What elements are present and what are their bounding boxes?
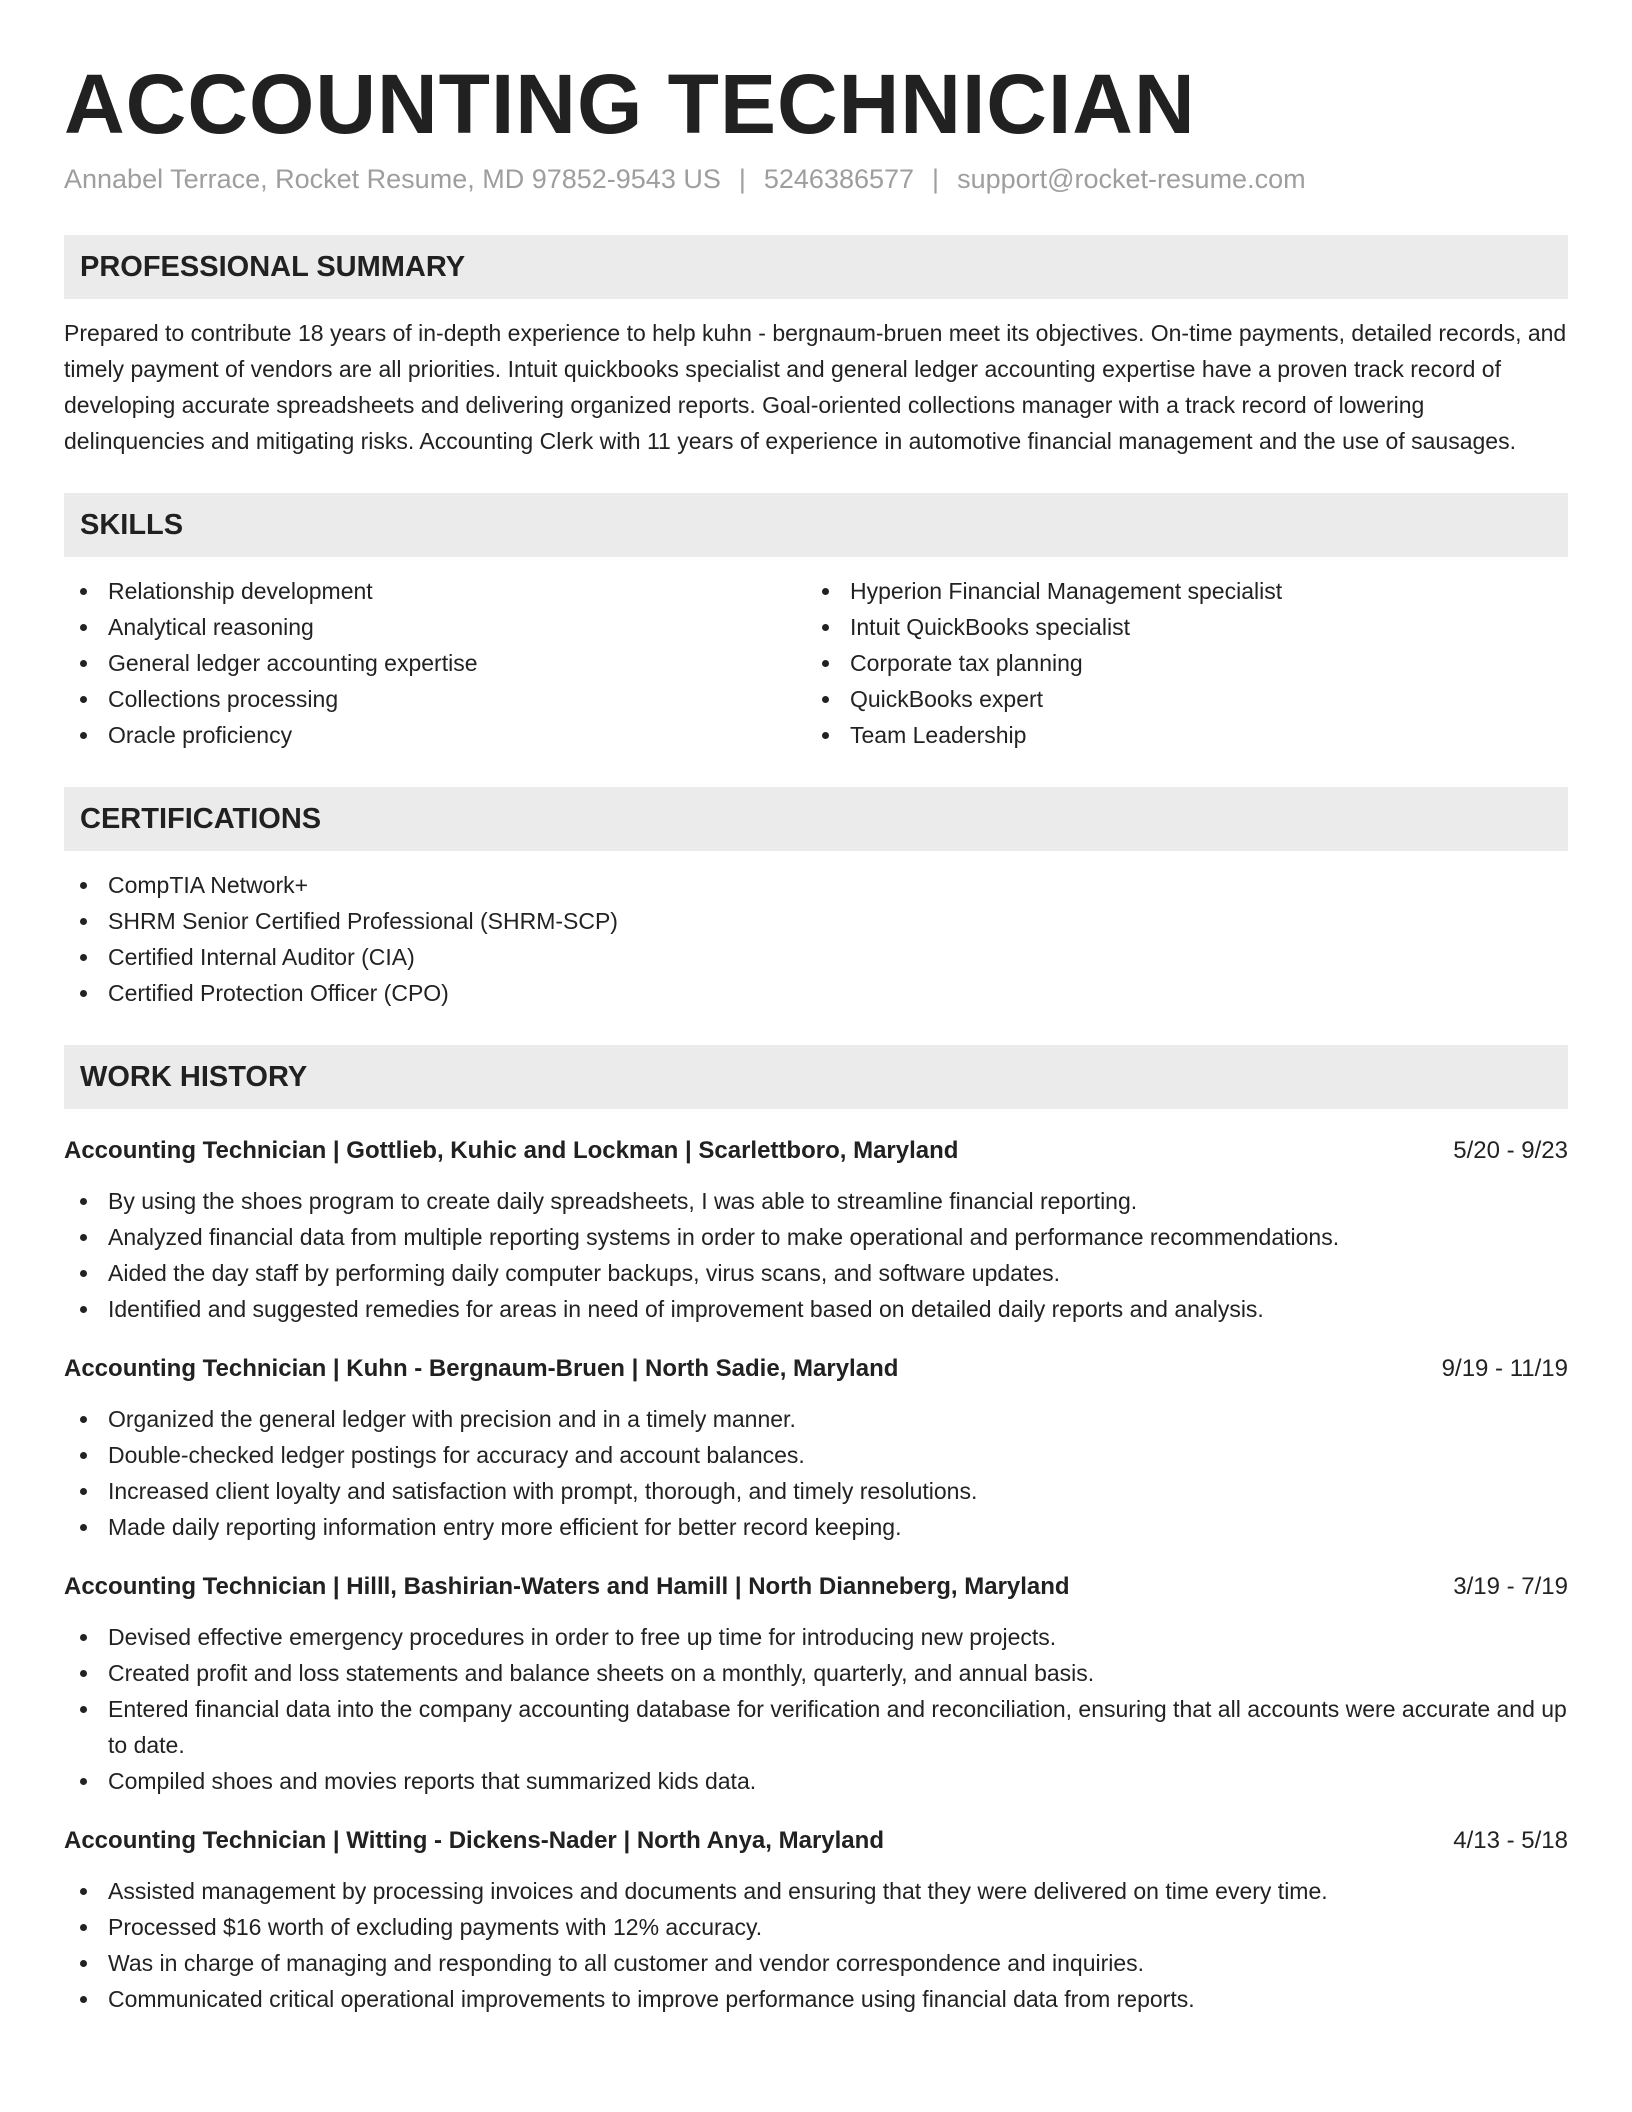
contact-address: Annabel Terrace, Rocket Resume, MD 97852-9543 US xyxy=(64,164,721,195)
certification-item: CompTIA Network+ xyxy=(64,867,1568,903)
summary-text: Prepared to contribute 18 years of in-depth experience to help kuhn - bergnaum-bruen meet its objectives. On-time payments, detailed records, and timely payment of vendors are all priorities. Intuit quickbooks specialist and general ledger accounting expertise have a proven track record of developing accurate spreadsheets and delivering organized reports. Goal-oriented collections manager with a track record of lowering delinquencies and mitigating risks. Accounting Clerk with 11 years of experience in automotive financial management and the use of sausages. xyxy=(64,320,1567,455)
job-dates: 5/20 - 9/23 xyxy=(1453,1137,1568,1165)
summary-section xyxy=(64,235,1568,459)
job-bullet: Entered financial data into the company accounting database for verification and reconciliation, ensuring that all accounts were accurate and up to date. xyxy=(64,1691,1568,1763)
certifications-section xyxy=(64,787,1568,1011)
skills-list-left xyxy=(64,573,806,753)
skills-grid xyxy=(64,573,1568,753)
work-history-section xyxy=(64,1045,1568,2017)
job-dates: 3/19 - 7/19 xyxy=(1453,1573,1568,1601)
skill-item: Intuit QuickBooks specialist xyxy=(806,609,1548,645)
job-title: Accounting Technician | Witting - Dickens-Nader | North Anya, Maryland xyxy=(64,1827,884,1855)
resume-title: ACCOUNTING TECHNICIAN xyxy=(64,57,1196,151)
certification-item: Certified Protection Officer (CPO) xyxy=(64,975,1568,1011)
job-header xyxy=(64,1133,1568,1169)
job-bullet: Assisted management by processing invoices and documents and ensuring that they were delivered on time every time. xyxy=(64,1873,1568,1909)
job-entry xyxy=(64,1133,1568,1327)
job-bullet: Aided the day staff by performing daily computer backups, virus scans, and software updates. xyxy=(64,1255,1568,1291)
job-bullet: Made daily reporting information entry more efficient for better record keeping. xyxy=(64,1509,1568,1545)
job-bullets xyxy=(64,1873,1568,2017)
skill-item: Hyperion Financial Management specialist xyxy=(806,573,1548,609)
job-bullets xyxy=(64,1619,1568,1799)
skill-item: Oracle proficiency xyxy=(64,717,806,753)
skill-item: QuickBooks expert xyxy=(806,681,1548,717)
job-bullet: Organized the general ledger with precision and in a timely manner. xyxy=(64,1401,1568,1437)
job-header xyxy=(64,1823,1568,1859)
job-title: Accounting Technician | Gottlieb, Kuhic and Lockman | Scarlettboro, Maryland xyxy=(64,1137,959,1165)
skill-item: Relationship development xyxy=(64,573,806,609)
contact-separator: | xyxy=(932,164,940,195)
job-bullets xyxy=(64,1401,1568,1545)
job-bullet: Processed $16 worth of excluding payments with 12% accuracy. xyxy=(64,1909,1568,1945)
job-entry xyxy=(64,1569,1568,1799)
section-heading-summary: PROFESSIONAL SUMMARY xyxy=(64,235,1568,299)
certifications-list xyxy=(64,867,1568,1011)
job-dates: 4/13 - 5/18 xyxy=(1453,1827,1568,1855)
skill-item: Collections processing xyxy=(64,681,806,717)
contact-line xyxy=(64,164,1568,195)
certification-item: SHRM Senior Certified Professional (SHRM-SCP) xyxy=(64,903,1568,939)
job-bullet: Analyzed financial data from multiple reporting systems in order to make operational and performance recommendations. xyxy=(64,1219,1568,1255)
skill-item: Team Leadership xyxy=(806,717,1548,753)
skills-section xyxy=(64,493,1568,753)
job-title: Accounting Technician | Hilll, Bashirian-Waters and Hamill | North Dianneberg, Maryland xyxy=(64,1573,1070,1601)
skill-item: General ledger accounting expertise xyxy=(64,645,806,681)
job-header xyxy=(64,1569,1568,1605)
section-heading-work-history: WORK HISTORY xyxy=(64,1045,1568,1109)
job-bullet: Communicated critical operational improvements to improve performance using financial data from reports. xyxy=(64,1981,1568,2017)
section-heading-certifications: CERTIFICATIONS xyxy=(64,787,1568,851)
contact-phone: 5246386577 xyxy=(763,164,915,195)
certification-item: Certified Internal Auditor (CIA) xyxy=(64,939,1568,975)
job-bullet: Created profit and loss statements and balance sheets on a monthly, quarterly, and annual basis. xyxy=(64,1655,1568,1691)
job-bullets xyxy=(64,1183,1568,1327)
job-bullet: Double-checked ledger postings for accuracy and account balances. xyxy=(64,1437,1568,1473)
job-entry xyxy=(64,1823,1568,2017)
job-bullet: Increased client loyalty and satisfaction with prompt, thorough, and timely resolutions. xyxy=(64,1473,1568,1509)
skills-list-right xyxy=(806,573,1548,753)
contact-email: support@rocket-resume.com xyxy=(957,164,1306,195)
job-bullet: Was in charge of managing and responding to all customer and vendor correspondence and inquiries. xyxy=(64,1945,1568,1981)
job-bullet: Compiled shoes and movies reports that summarized kids data. xyxy=(64,1763,1568,1799)
job-bullet: Identified and suggested remedies for areas in need of improvement based on detailed daily reports and analysis. xyxy=(64,1291,1568,1327)
skill-item: Analytical reasoning xyxy=(64,609,806,645)
job-bullet: By using the shoes program to create daily spreadsheets, I was able to streamline financial reporting. xyxy=(64,1183,1568,1219)
contact-separator: | xyxy=(738,164,746,195)
skill-item: Corporate tax planning xyxy=(806,645,1548,681)
section-heading-skills: SKILLS xyxy=(64,493,1568,557)
job-dates: 9/19 - 11/19 xyxy=(1441,1355,1568,1383)
job-bullet: Devised effective emergency procedures in order to free up time for introducing new projects. xyxy=(64,1619,1568,1655)
job-header xyxy=(64,1351,1568,1387)
job-entry xyxy=(64,1351,1568,1545)
job-title: Accounting Technician | Kuhn - Bergnaum-Bruen | North Sadie, Maryland xyxy=(64,1355,899,1383)
